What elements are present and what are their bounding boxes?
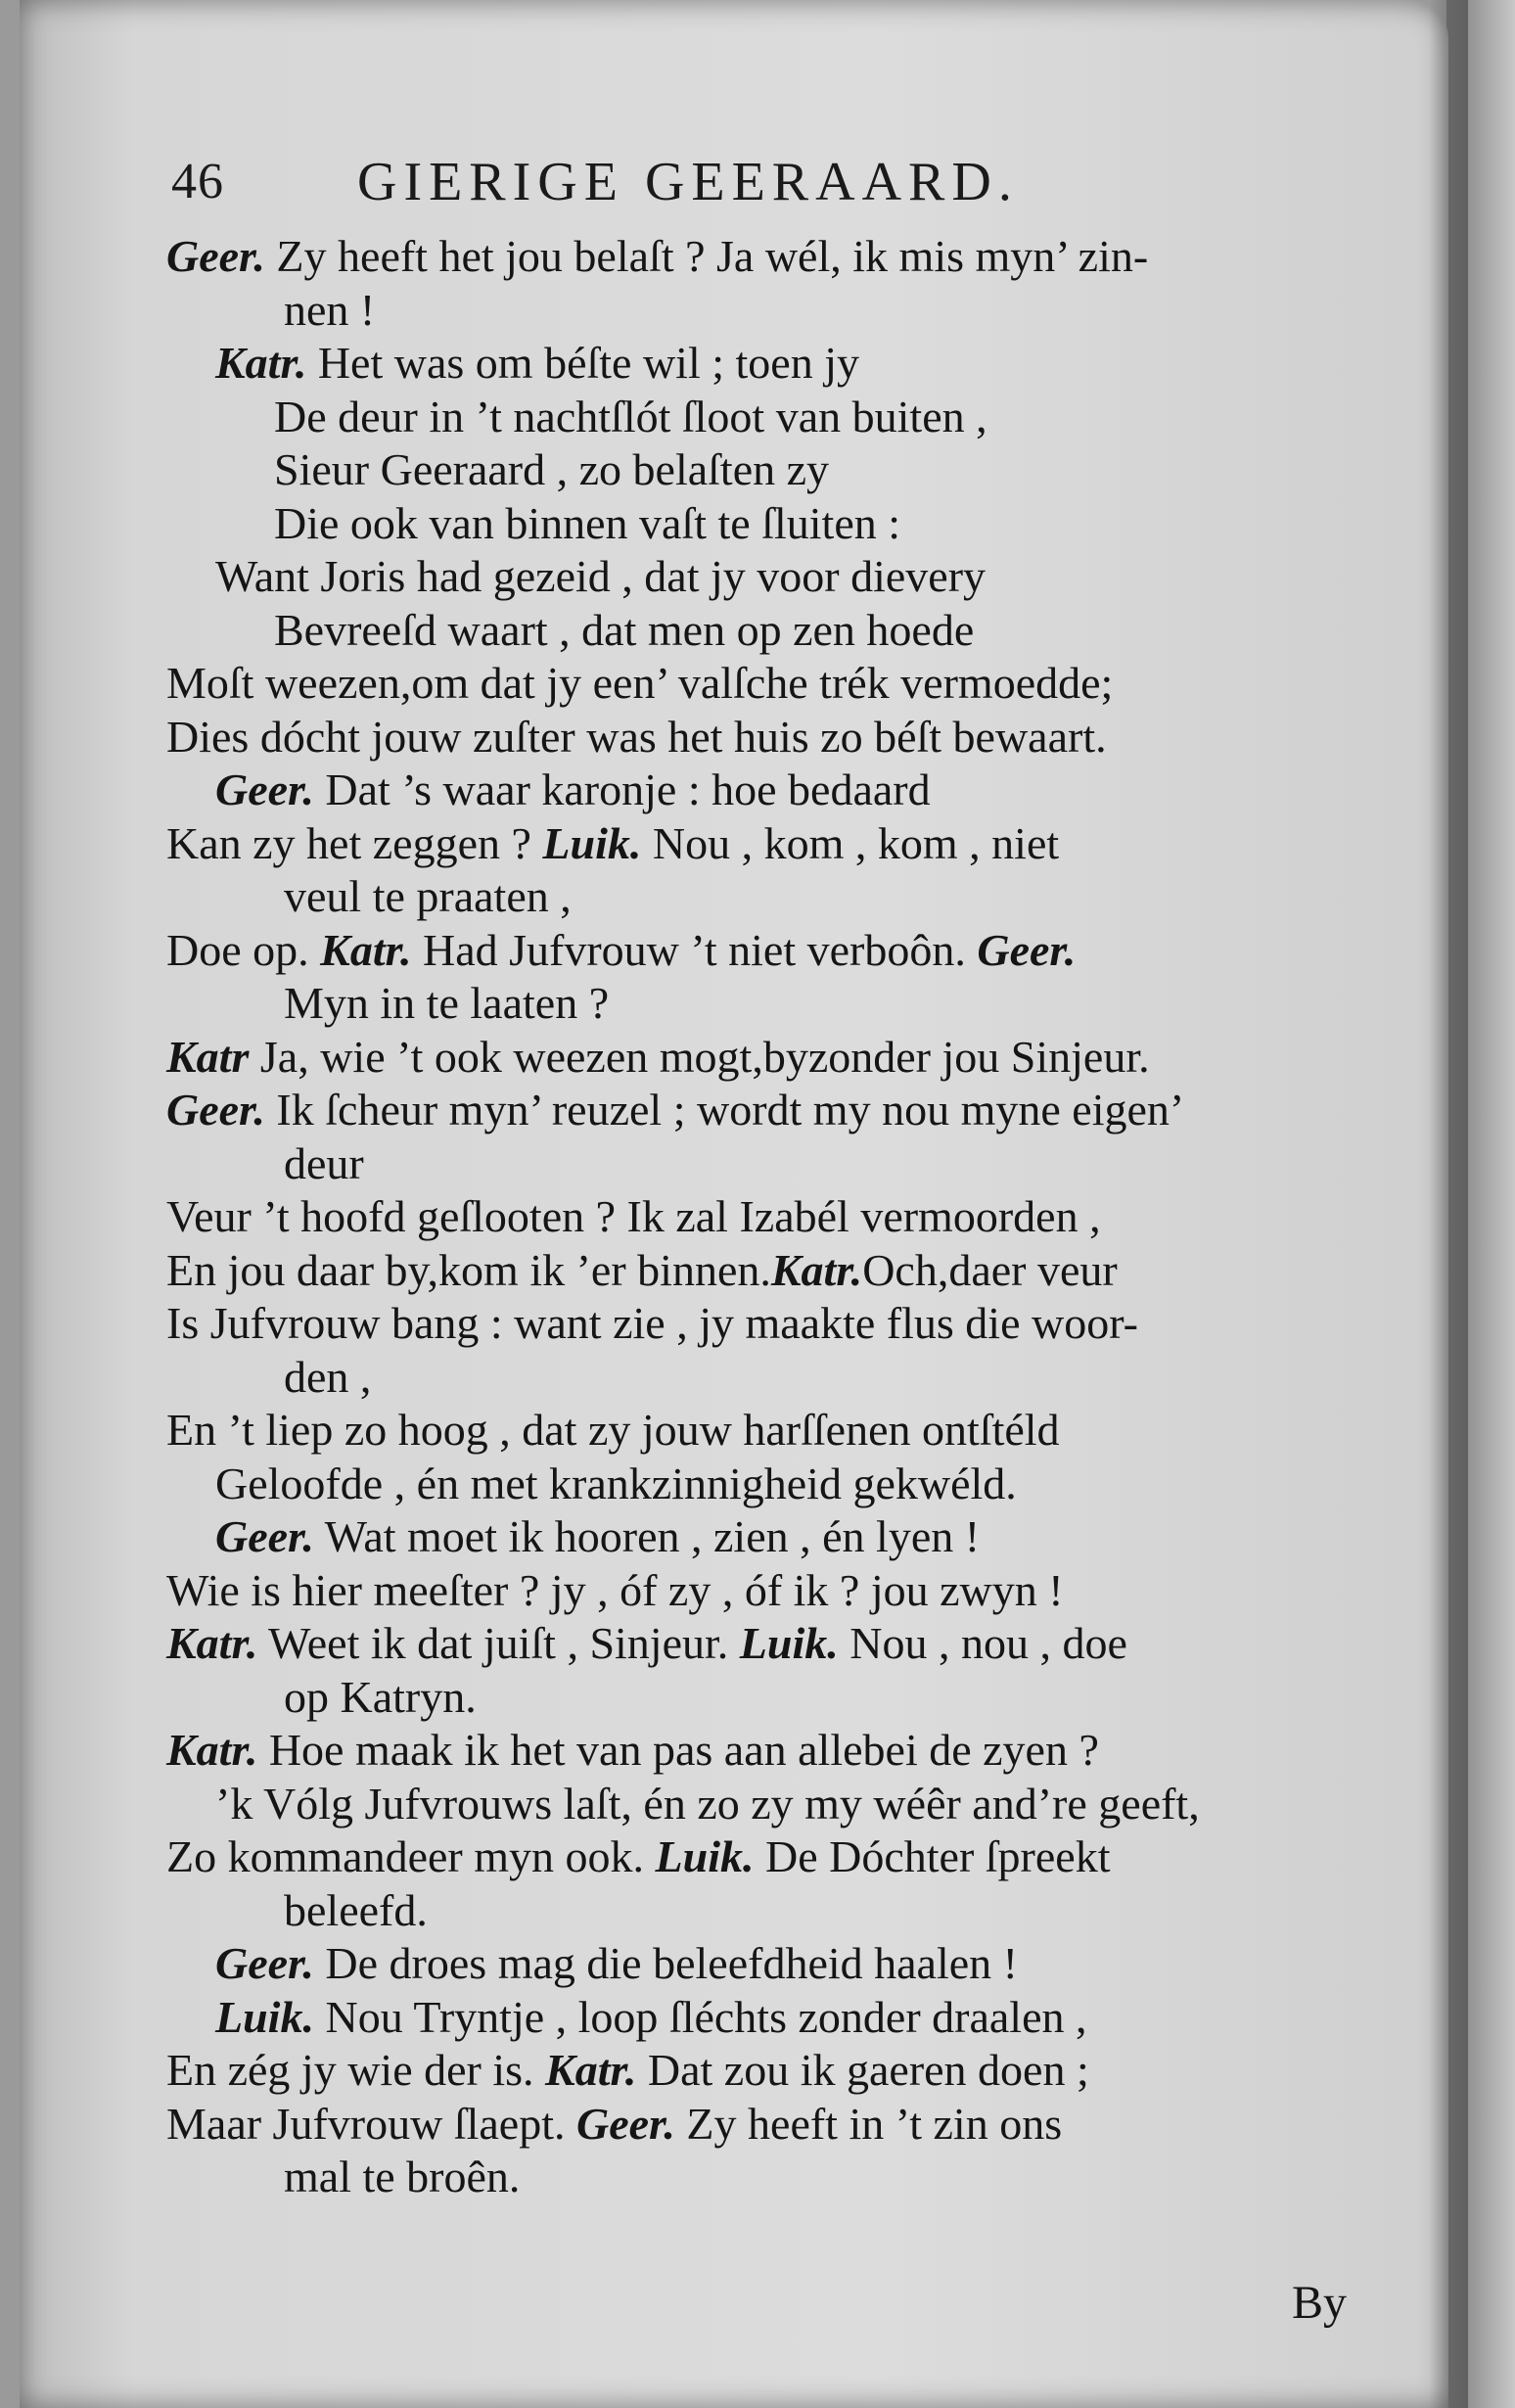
line-text: Bevreeſd waart , dat men op zen hoede — [274, 604, 975, 655]
verse-line — [166, 2151, 1390, 2204]
verse-line — [166, 817, 1390, 871]
line-text: Had Jufvrouw ’t niet verboôn. — [411, 924, 978, 975]
verse-line — [166, 391, 1390, 444]
verse-line — [166, 1671, 1390, 1725]
verse-line — [166, 443, 1390, 497]
line-text: Wat moet ik hooren , zien , én lyen ! — [313, 1511, 981, 1561]
speaker-name: Katr. — [166, 1725, 258, 1775]
verse-line — [166, 1830, 1390, 1884]
verse-line — [166, 604, 1390, 658]
line-text: De droes mag die beleefdheid haalen ! — [313, 1938, 1018, 1988]
verse-line — [166, 1778, 1390, 1831]
line-text: Zy heeft het jou belaſt ? Ja wél, ik mis myn’ zin- — [264, 231, 1149, 281]
verse-line — [166, 337, 1390, 391]
line-text: mal te broên. — [284, 2152, 521, 2201]
line-text: Kan zy het zeggen ? — [166, 817, 543, 868]
line-text: Veur ’t hoofd geſlooten ? Ik zal Izabél vermoorden , — [166, 1191, 1101, 1241]
speaker-name: Geer. — [215, 1938, 314, 1988]
line-text: Ja, wie ’t ook weezen mogt,byzonder jou Sinjeur. — [249, 1031, 1150, 1082]
line-text: Sieur Geeraard , zo belaſten zy — [274, 444, 830, 494]
verse-text — [166, 230, 1390, 2204]
line-text: De Dóchter ſpreekt — [754, 1831, 1111, 1881]
verse-line — [166, 2098, 1390, 2152]
speaker-name: Luik. — [655, 1831, 755, 1881]
line-text: den , — [284, 1351, 372, 1402]
verse-line — [166, 1297, 1390, 1351]
line-text: En jou daar by,kom ik ’er binnen. — [166, 1244, 771, 1295]
verse-line — [166, 2044, 1390, 2098]
page-header — [171, 147, 1277, 225]
page-number: 46 — [171, 154, 224, 209]
verse-line — [166, 1351, 1390, 1405]
line-text: beleefd. — [284, 1884, 428, 1935]
line-text: Is Jufvrouw bang : want zie , jy maakte flus die woor- — [166, 1298, 1138, 1348]
verse-line — [166, 657, 1390, 711]
speaker-name: Geer. — [166, 231, 265, 281]
verse-line — [166, 924, 1390, 978]
line-text: De deur in ’t nachtſlót ſloot van buiten , — [274, 391, 987, 441]
line-text: Maar Jufvrouw ſlaept. — [166, 2098, 576, 2149]
verse-line — [166, 1404, 1390, 1458]
line-text: Nou , nou , doe — [838, 1618, 1127, 1668]
spine-shadow — [1429, 0, 1468, 2408]
line-text: Ik ſcheur myn’ reuzel ; wordt my nou myne eigen’ — [264, 1085, 1185, 1135]
line-text: Dies dócht jouw zuſter was het huis zo béſt bewaart. — [166, 711, 1107, 762]
running-title: GIERIGE GEERAARD. — [357, 152, 1019, 212]
line-text: op Katryn. — [284, 1671, 477, 1722]
line-text: Zy heeft in ’t zin ons — [674, 2098, 1063, 2149]
verse-line — [166, 497, 1390, 551]
line-text: Dat zou ik gaeren doen ; — [636, 2045, 1089, 2095]
speaker-name: Katr. — [215, 338, 307, 388]
speaker-name: Luik. — [215, 1991, 314, 2042]
verse-line — [166, 711, 1390, 764]
verse-line — [166, 870, 1390, 924]
line-text: Wie is hier meeſter ? jy , óf zy , óf ik ? jou zwyn ! — [166, 1564, 1064, 1615]
verse-line — [166, 1190, 1390, 1244]
verse-line — [166, 550, 1390, 604]
verse-line — [166, 1244, 1390, 1298]
line-text: Weet ik dat juiſt , Sinjeur. — [257, 1618, 740, 1668]
speaker-name: Katr. — [770, 1244, 863, 1295]
verse-line — [166, 1564, 1390, 1618]
line-text: En ’t liep zo hoog , dat zy jouw harſſenen ontſtéld — [166, 1405, 1060, 1455]
verse-line — [166, 1724, 1390, 1778]
book-page — [20, 0, 1448, 2408]
verse-line — [166, 1510, 1390, 1564]
speaker-name: Katr. — [545, 2045, 637, 2095]
verse-line — [166, 1137, 1390, 1191]
line-text: Het was om béſte wil ; toen jy — [306, 338, 859, 388]
verse-line — [166, 1084, 1390, 1137]
line-text: Nou , kom , kom , niet — [641, 817, 1060, 868]
speaker-name: Geer. — [166, 1085, 265, 1135]
line-text: Die ook van binnen vaſt te ſluiten : — [274, 497, 901, 548]
verse-line — [166, 1031, 1390, 1085]
verse-line — [166, 764, 1390, 817]
line-text: En zég jy wie der is. — [166, 2045, 546, 2095]
speaker-name: Luik. — [739, 1618, 839, 1668]
verse-line — [166, 1991, 1390, 2045]
speaker-name: Geer. — [215, 764, 314, 814]
line-text: Want Joris had gezeid , dat jy voor dievery — [215, 551, 987, 601]
verse-line — [166, 1937, 1390, 1991]
speaker-name: Katr. — [320, 924, 412, 975]
line-text: ’k Vólg Jufvrouws laſt, én zo zy my wéêr and’re geeft, — [215, 1778, 1200, 1829]
line-text: Myn in te laaten ? — [284, 978, 610, 1028]
line-text: nen ! — [284, 284, 376, 335]
verse-line — [166, 230, 1390, 284]
verse-line — [166, 1884, 1390, 1938]
line-text: Geloofde , én met krankzinnigheid gekwéld. — [215, 1458, 1017, 1508]
verse-line — [166, 1458, 1390, 1511]
catchword: By — [1292, 2277, 1348, 2329]
line-text: Hoe maak ik het van pas aan allebei de zyen ? — [257, 1725, 1099, 1775]
line-text: Dat ’s waar karonje : hoe bedaard — [313, 764, 931, 814]
line-text: Moſt weezen,om dat jy een’ valſche trék vermoedde; — [166, 658, 1114, 708]
speaker-name: Geer. — [576, 2098, 675, 2149]
speaker-name: Katr — [166, 1031, 250, 1082]
speaker-name: Katr. — [166, 1618, 258, 1668]
line-text: deur — [284, 1137, 364, 1188]
speaker-name: Luik. — [542, 817, 642, 868]
line-text: veul te praaten , — [284, 871, 572, 921]
line-text: Zo kommandeer myn ook. — [166, 1831, 656, 1881]
verse-line — [166, 977, 1390, 1031]
line-text: Doe op. — [166, 924, 321, 975]
line-text: Nou Tryntje , loop ſléchts zonder draalen , — [313, 1991, 1087, 2042]
verse-line — [166, 284, 1390, 338]
speaker-name: Geer. — [215, 1511, 314, 1561]
verse-line — [166, 1617, 1390, 1671]
speaker-name: Geer. — [977, 924, 1077, 975]
line-text: Och,daer veur — [862, 1244, 1118, 1295]
